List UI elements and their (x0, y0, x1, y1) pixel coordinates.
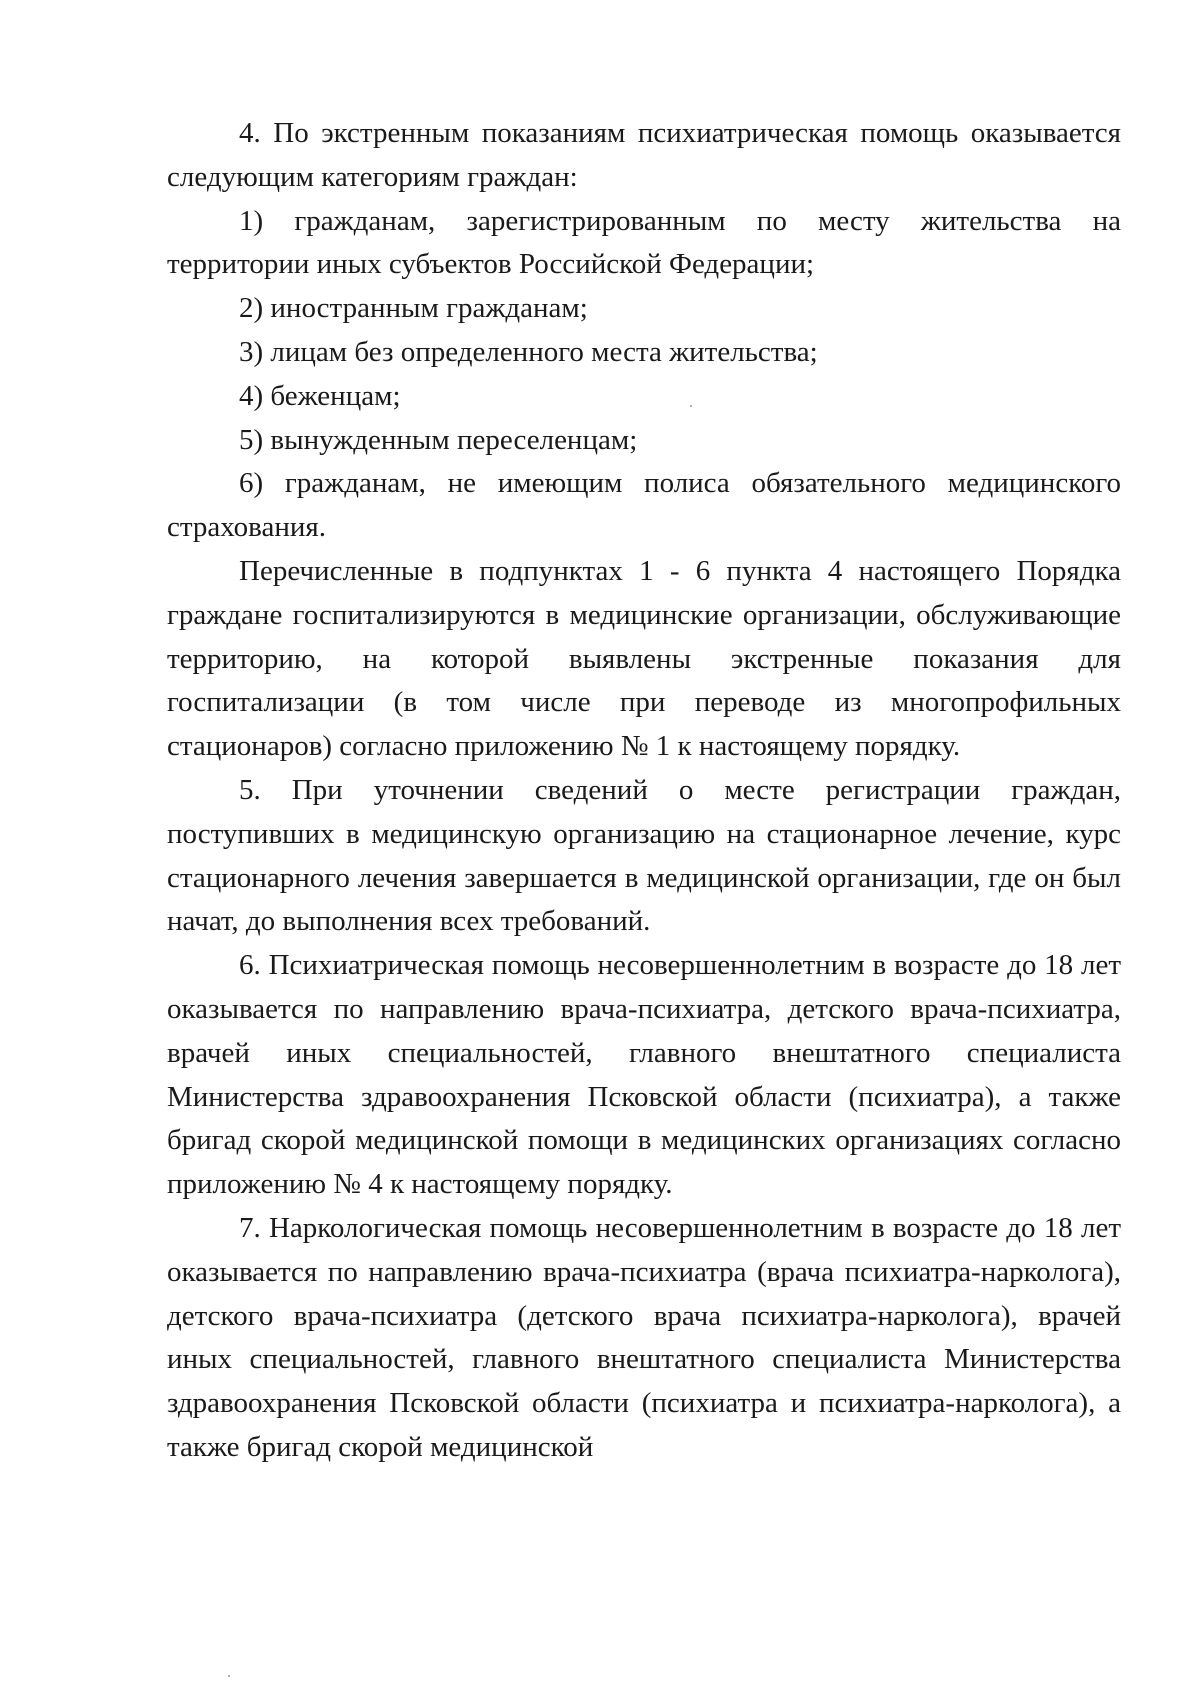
list-item-3: 3) лицам без определенного места жительства; (239, 335, 818, 368)
scan-speck (228, 1675, 230, 1677)
scan-speck (690, 405, 692, 407)
paragraph-item-7: 7. Наркологическая помощь несовершеннолетним в возрасте до 18 лет оказывается по направлению врача-психиатра (врача психиатра-нарколога), детского врача-психиатра (детского врача психиатра-нарколога), врачей иных специальностей, главного внештатного специалиста Министерства здравоохранения Псковской области (психиатра и психиатра-нарколога), а также бригад скорой медицинской (167, 1211, 1121, 1463)
list-item-5: 5) вынужденным переселенцам; (239, 423, 638, 456)
paragraph-item-5: 5. При уточнении сведений о месте регистрации граждан, поступивших в медицинскую организацию на стационарное лечение, курс стационарного лечения завершается в медицинской организации, где он был начат, до выполнения всех требований. (167, 773, 1121, 938)
paragraph-item-4: 4. По экстренным показаниям психиатрическая помощь оказывается следующим категориям граждан: (167, 117, 1121, 193)
document-body (167, 112, 1121, 1470)
paragraph-item-6: 6. Психиатрическая помощь несовершеннолетним в возрасте до 18 лет оказывается по направлению врача-психиатра, детского врача-психиатра, врачей иных специальностей, главного внештатного специалиста Министерства здравоохранения Псковской области (психиатра), а также бригад скорой медицинской помощи в медицинских организациях согласно приложению № 4 к настоящему порядку. (167, 949, 1121, 1201)
list-item-6: 6) гражданам, не имеющим полиса обязательного медицинского страхования. (167, 467, 1121, 544)
paragraph-listed-citizens: Перечисленные в подпунктах 1 - 6 пункта 4 настоящего Порядка граждане госпитализируются в медицинские организации, обслуживающие территорию, на которой выявлены экстренные показания для госпитализации (в том числе при переводе из многопрофильных стационаров) согласно приложению № 1 к настоящему порядку. (167, 554, 1121, 763)
list-item-2: 2) иностранным гражданам; (239, 292, 588, 325)
list-item-4: 4) беженцам; (239, 379, 401, 412)
list-item-1: 1) гражданам, зарегистрированным по месту жительства на территории иных субъектов Российской Федерации; (167, 204, 1121, 281)
